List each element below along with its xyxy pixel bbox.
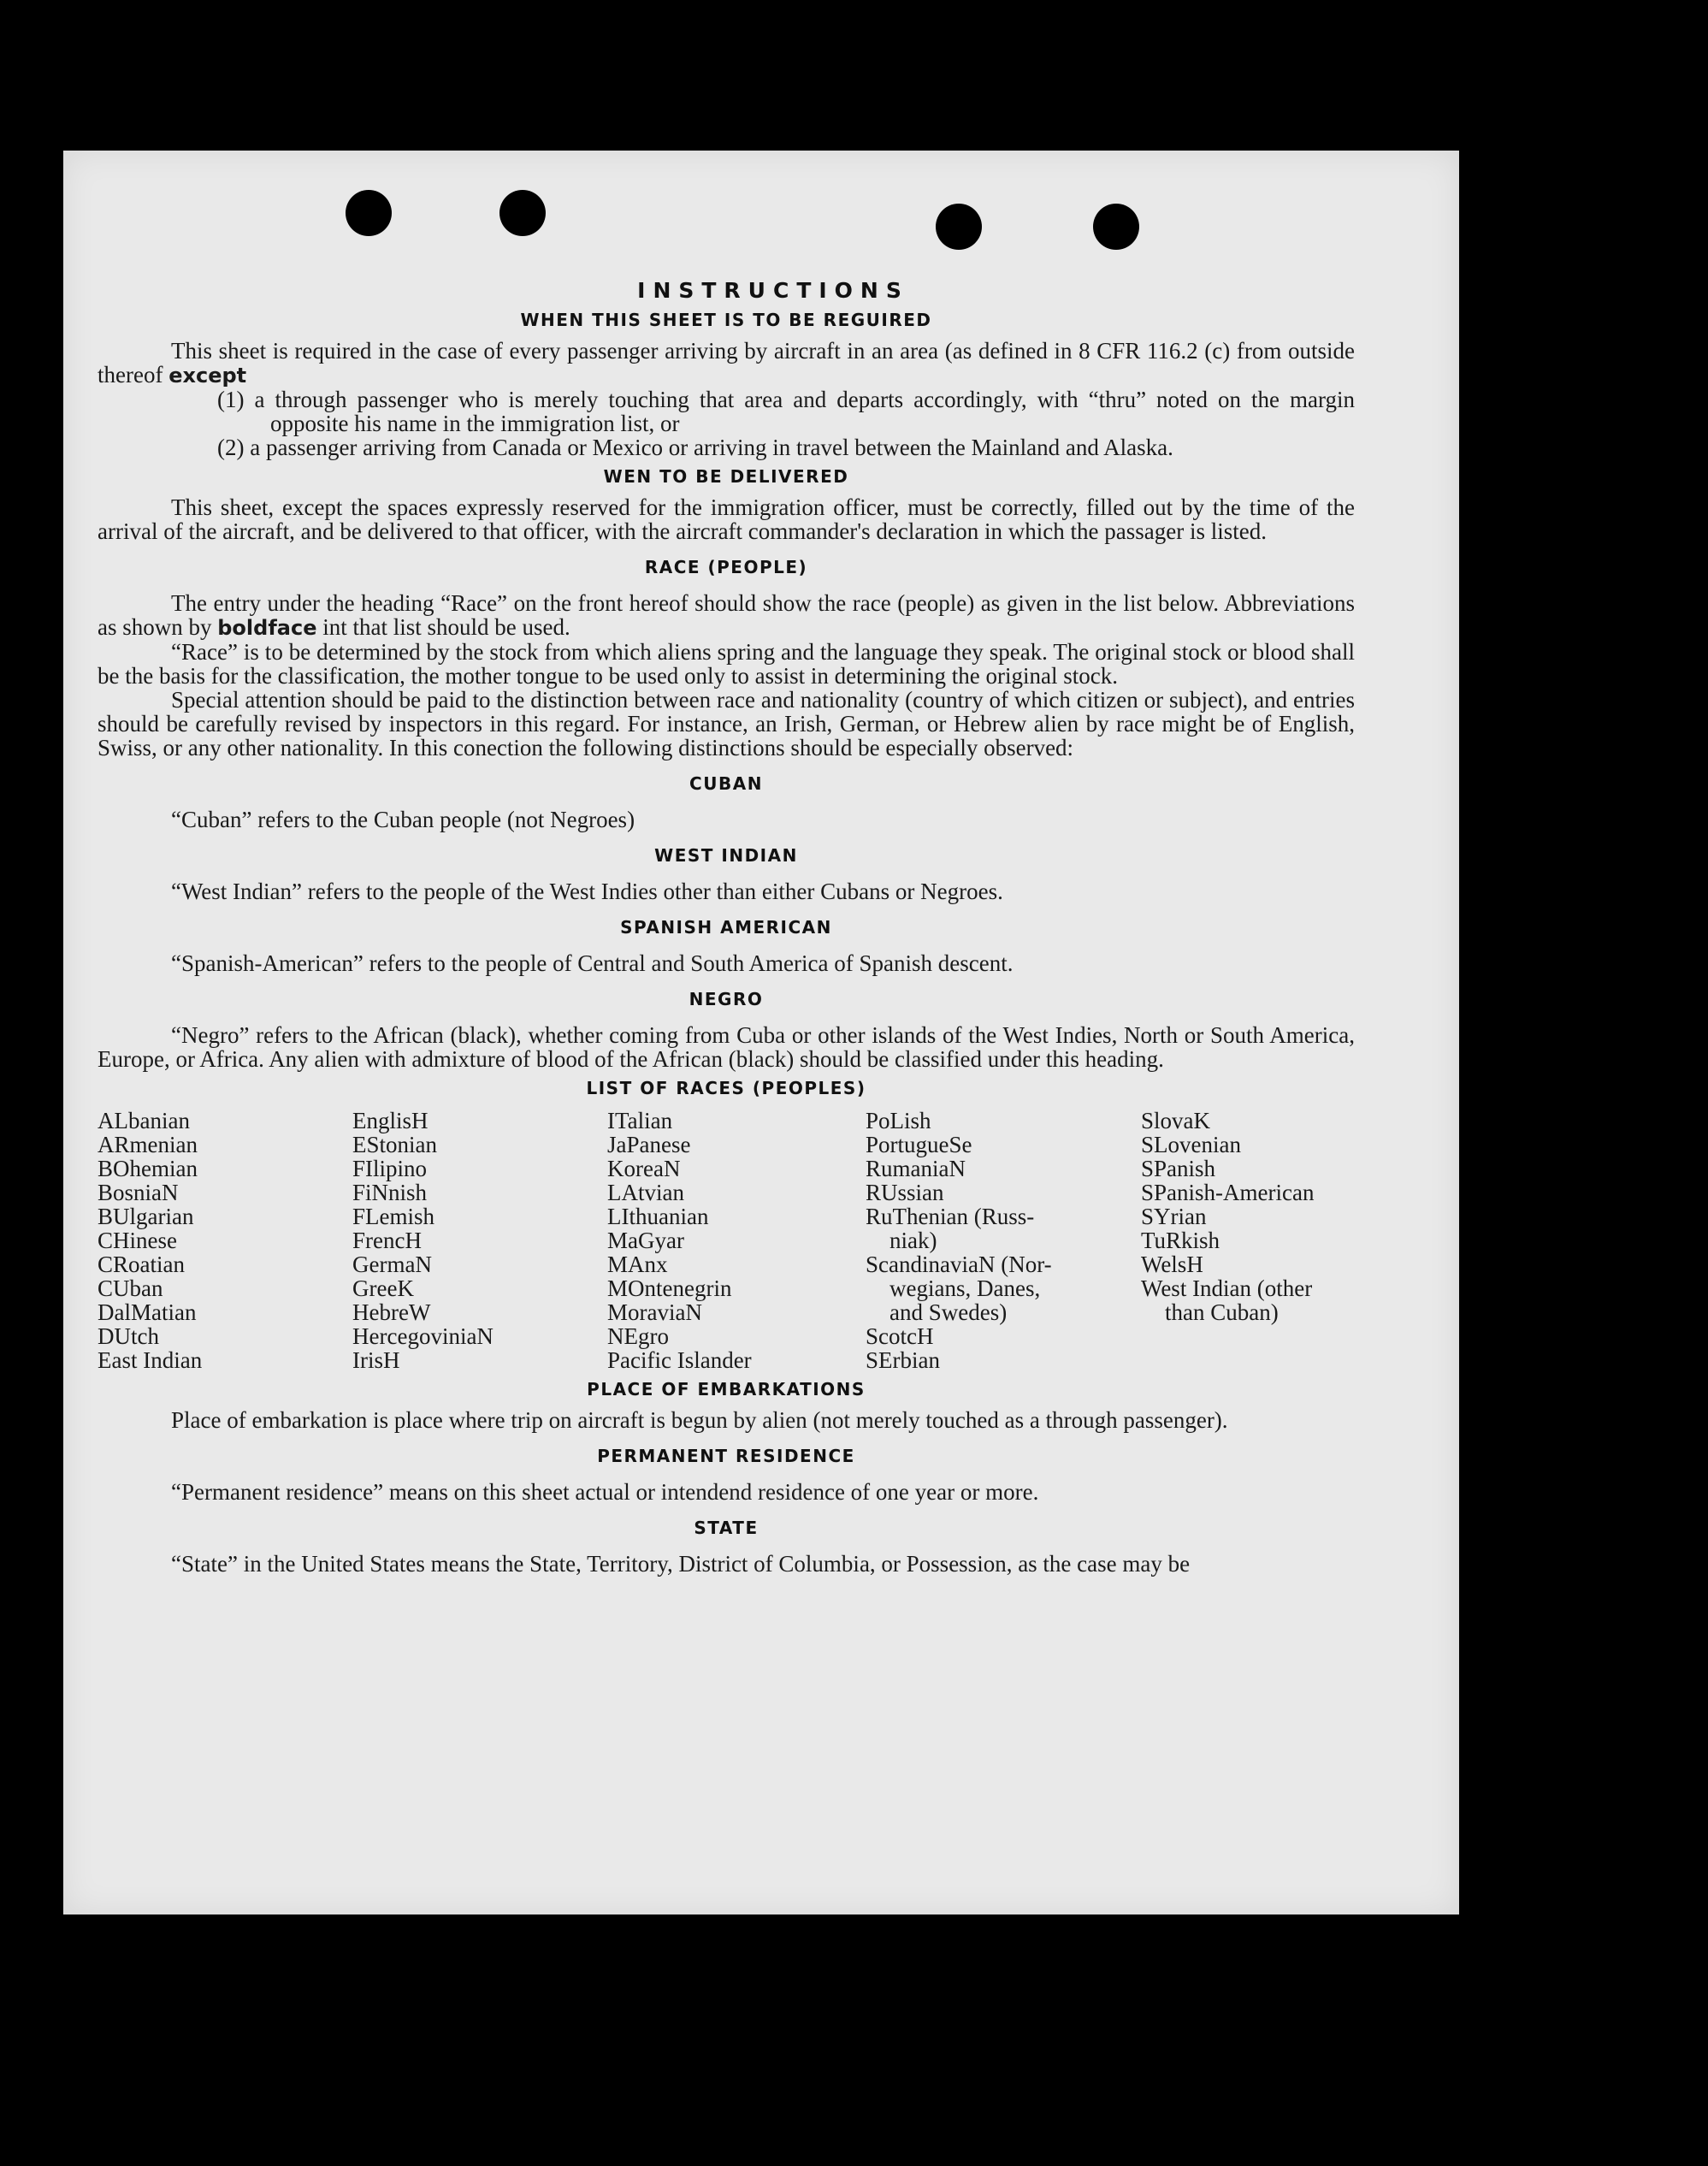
section-heading-when-delivered: WEN TO BE DELIVERED bbox=[603, 466, 849, 487]
race-item: RUssian bbox=[866, 1180, 944, 1205]
race-item: GreeK bbox=[352, 1275, 414, 1301]
race-item: FLemish bbox=[352, 1204, 435, 1229]
race-item: WelsH bbox=[1141, 1252, 1203, 1277]
races-list bbox=[98, 1109, 1355, 1372]
paragraph-cuban: “Cuban” refers to the Cuban people (not Negroes) bbox=[171, 807, 635, 832]
race-item: ScandinaviaN (Nor- bbox=[866, 1252, 1052, 1277]
race-item: MAnx bbox=[607, 1252, 668, 1277]
race-item: SPanish-American bbox=[1141, 1180, 1315, 1205]
race-item: HebreW bbox=[352, 1299, 431, 1325]
section-heading-negro: NEGRO bbox=[689, 989, 764, 1009]
paragraph-permanent-residence: “Permanent residence” means on this sheet actual or intendend residence of one year or more. bbox=[171, 1479, 1039, 1505]
race-item: West Indian (other bbox=[1141, 1275, 1313, 1301]
section-heading-cuban: CUBAN bbox=[689, 773, 763, 794]
race-item: CRoatian bbox=[98, 1252, 185, 1277]
race-item: KoreaN bbox=[607, 1156, 681, 1181]
paragraph-when-delivered: This sheet, except the spaces expressly reserved for the immigration officer, must be correctly, filled out by the time of the arrival of the aircraft, and be delivered to that officer, with the aircraft commander's declaration in which the passager is listed. bbox=[98, 494, 1355, 544]
race-item: RuThenian (Russ- bbox=[866, 1204, 1035, 1229]
punch-hole bbox=[1093, 204, 1139, 250]
race-item: LAtvian bbox=[607, 1180, 684, 1205]
document-sheet bbox=[63, 151, 1459, 1914]
section-heading-west-indian: WEST INDIAN bbox=[654, 845, 798, 866]
race-item: EStonian bbox=[352, 1132, 437, 1157]
section-heading-list-of-races: LIST OF RACES (PEOPLES) bbox=[586, 1078, 866, 1098]
race-item: RumaniaN bbox=[866, 1156, 966, 1181]
punch-hole bbox=[346, 190, 392, 236]
section-heading-when-required: WHEN THIS SHEET IS TO BE REGUIRED bbox=[520, 310, 932, 330]
section-heading-permanent-residence: PERMANENT RESIDENCE bbox=[597, 1446, 855, 1466]
paragraph-race-2: “Race” is to be determined by the stock from which aliens spring and the language they speak. The original stock or blood shall be the basis for the classification, the mother tongue to be used only to assist in determining the original stock. bbox=[98, 639, 1355, 689]
race-item: BOhemian bbox=[98, 1156, 198, 1181]
race-item: NEgro bbox=[607, 1323, 669, 1349]
race-item-continuation: niak) bbox=[889, 1228, 937, 1253]
race-item: Pacific Islander bbox=[607, 1347, 752, 1373]
instructions-content bbox=[98, 279, 1355, 1576]
races-column-5 bbox=[1141, 1109, 1363, 1372]
paragraph-when-required: This sheet is required in the case of every passenger arriving by aircraft in an area (as defined in 8 CFR 116.2 (c) from outside thereof except bbox=[98, 338, 1355, 388]
race-item: CHinese bbox=[98, 1228, 177, 1253]
section-heading-spanish-american: SPANISH AMERICAN bbox=[620, 917, 832, 938]
race-item: ALbanian bbox=[98, 1108, 190, 1133]
race-item: SPanish bbox=[1141, 1156, 1216, 1181]
race-item-continuation: and Swedes) bbox=[889, 1299, 1008, 1325]
paragraph-spanish-american: “Spanish-American” refers to the people of Central and South America of Spanish descent. bbox=[171, 950, 1014, 976]
race-item-continuation: than Cuban) bbox=[1165, 1299, 1279, 1325]
race-item: FrencH bbox=[352, 1228, 422, 1253]
race-item: IrisH bbox=[352, 1347, 400, 1373]
races-column-4 bbox=[866, 1109, 1141, 1372]
race-item: FiNnish bbox=[352, 1180, 428, 1205]
punch-hole bbox=[936, 204, 982, 250]
paragraph-negro: “Negro” refers to the African (black), whether coming from Cuba or other islands of the West Indies, North or South America, Europe, or Africa. Any alien with admixture of blood of the African (black) should be classified under this heading. bbox=[98, 1022, 1355, 1072]
paragraph-embarkation: Place of embarkation is place where trip on aircraft is begun by alien (not merely touched as a through passenger). bbox=[171, 1407, 1228, 1433]
bold-boldface: boldface bbox=[217, 616, 317, 640]
race-item: GermaN bbox=[352, 1252, 432, 1277]
race-item: PortugueSe bbox=[866, 1132, 972, 1157]
section-heading-embarkation: PLACE OF EMBARKATIONS bbox=[587, 1379, 866, 1400]
paragraph-west-indian: “West Indian” refers to the people of the West Indies other than either Cubans or Negroes. bbox=[171, 879, 1003, 904]
paragraph-state: “State” in the United States means the State, Territory, District of Columbia, or Possession, as the case may be bbox=[171, 1551, 1191, 1577]
races-column-1 bbox=[98, 1109, 352, 1372]
race-item: SlovaK bbox=[1141, 1108, 1210, 1133]
list-item-exception-2: (2) a passenger arriving from Canada or Mexico or arriving in travel between the Mainland and Alaska. bbox=[217, 435, 1173, 460]
race-item-continuation: wegians, Danes, bbox=[889, 1275, 1041, 1301]
race-item: PoLish bbox=[866, 1108, 931, 1133]
race-item: JaPanese bbox=[607, 1132, 691, 1157]
races-column-2 bbox=[352, 1109, 607, 1372]
race-item: MOntenegrin bbox=[607, 1275, 732, 1301]
race-item: ScotcH bbox=[866, 1323, 934, 1349]
bold-except: except bbox=[168, 364, 247, 388]
race-item: BUlgarian bbox=[98, 1204, 194, 1229]
race-item: TuRkish bbox=[1141, 1228, 1220, 1253]
race-item: SErbian bbox=[866, 1347, 940, 1373]
page-title: INSTRUCTIONS bbox=[637, 278, 909, 303]
race-item: EnglisH bbox=[352, 1108, 428, 1133]
race-item: DUtch bbox=[98, 1323, 159, 1349]
race-item: MaGyar bbox=[607, 1228, 684, 1253]
race-item: MoraviaN bbox=[607, 1299, 702, 1325]
races-column-3 bbox=[607, 1109, 866, 1372]
race-item: CUban bbox=[98, 1275, 163, 1301]
section-heading-race: RACE (PEOPLE) bbox=[644, 557, 808, 577]
race-item: HercegoviniaN bbox=[352, 1323, 493, 1349]
paragraph-race-3: Special attention should be paid to the distinction between race and nationality (country of which citizen or subject), and entries should be carefully revised by inspectors in this regard. For instance, an Irish, German, or Hebrew alien by race might be of English, Swiss, or any other nationality. In this conection the following distinctions should be especially observed: bbox=[98, 687, 1355, 760]
race-item: SLovenian bbox=[1141, 1132, 1241, 1157]
race-item: ARmenian bbox=[98, 1132, 198, 1157]
paragraph-race-1: The entry under the heading “Race” on the front hereof should show the race (people) as given in the list below. Abbreviations as shown by boldface int that list should be used. bbox=[98, 590, 1355, 640]
race-item: SYrian bbox=[1141, 1204, 1207, 1229]
race-item: FIlipino bbox=[352, 1156, 428, 1181]
punch-hole bbox=[499, 190, 546, 236]
list-item-exception-1: (1) a through passenger who is merely touching that area and departs accordingly, with “thru” noted on the margin opposite his name in the immigration list, or bbox=[217, 387, 1355, 436]
race-item: East Indian bbox=[98, 1347, 203, 1373]
section-heading-state: STATE bbox=[694, 1518, 759, 1538]
race-item: ITalian bbox=[607, 1108, 673, 1133]
race-item: DalMatian bbox=[98, 1299, 197, 1325]
race-item: BosniaN bbox=[98, 1180, 179, 1205]
race-item: LIthuanian bbox=[607, 1204, 709, 1229]
